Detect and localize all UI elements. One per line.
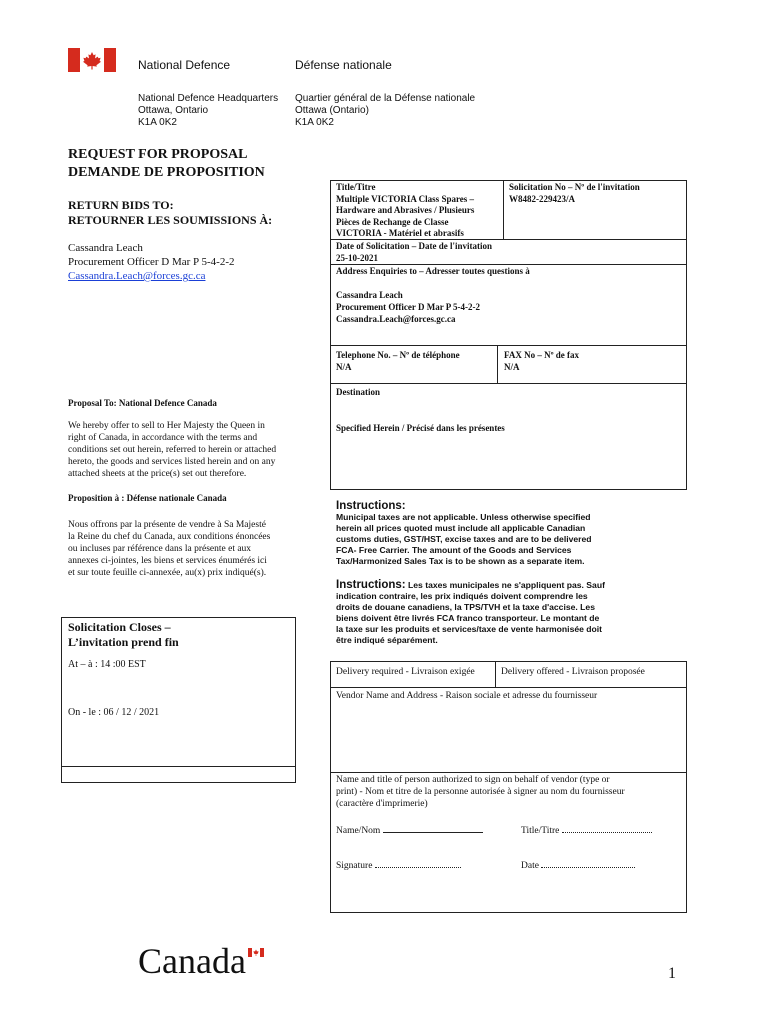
fax-value: N/A <box>504 362 520 372</box>
hq-en-line: K1A 0K2 <box>138 117 177 128</box>
instructions-fr-first-line <box>336 580 605 591</box>
offer-en-line: We hereby offer to sell to Her Majesty the Queen in <box>68 421 265 431</box>
telephone-field <box>336 349 460 373</box>
instructions-en-line: herein all prices quoted must include all applicable Canadian <box>336 523 586 533</box>
date-value: 25-10-2021 <box>336 252 378 263</box>
offer-en-line: right of Canada, in accordance with the terms and <box>68 433 258 443</box>
date-input[interactable] <box>541 857 635 868</box>
return-contact <box>68 241 234 283</box>
address-enquiries-label: Address Enquiries to – Adresser toutes questions à <box>336 266 530 276</box>
offer-text-fr <box>68 519 270 579</box>
delivery-required-label: Delivery required - Livraison exigée <box>336 667 475 677</box>
proposal-to-fr: Proposition à : Défense nationale Canada <box>68 493 227 503</box>
offer-fr-line: et sur toute feuille ci-annexée, au(x) prix indiqué(s). <box>68 568 267 578</box>
sol-no-value: W8482-229423/A <box>509 193 575 204</box>
name-line <box>336 822 483 837</box>
instructions-en-line: Tax/Harmonized Sales Tax is to be shown as a separate item. <box>336 556 585 566</box>
tel-value: N/A <box>336 362 352 372</box>
proposal-to-en: Proposal To: National Defence Canada <box>68 398 217 408</box>
contact-email-link[interactable]: Cassandra.Leach@forces.gc.ca <box>68 270 206 282</box>
offer-fr-line: ou incluses par référence dans la présente et aux <box>68 544 252 554</box>
name-label: Name/Nom <box>336 826 381 836</box>
instructions-fr-line: être indiqué séparément. <box>336 635 438 645</box>
offer-en-line: attached sheets at the price(s) set out therefore. <box>68 469 247 479</box>
signature-input[interactable] <box>375 857 461 868</box>
row-divider-dest <box>330 383 687 384</box>
solicitation-date-field <box>336 241 492 264</box>
instructions-fr-line: droits de douane canadiens, la TPS/TVH et la taxe d'accise. Les <box>336 602 595 612</box>
address-line: Cassandra Leach <box>336 290 403 300</box>
tel-label: Telephone No. – Nº de téléphone <box>336 350 460 360</box>
title-line <box>521 822 652 837</box>
offer-fr-line: annexes ci-jointes, les biens et services énumérés ici <box>68 556 267 566</box>
contact-office: Procurement Officer D Mar P 5-4-2-2 <box>68 256 235 268</box>
signature-label: Signature <box>336 861 373 871</box>
offer-en-line: conditions set out herein, referred to herein or attached <box>68 445 277 455</box>
wordmark-text: Canada <box>138 941 246 981</box>
date-sign-label: Date <box>521 861 539 871</box>
row-divider-tel <box>330 345 687 346</box>
hq-en-line: National Defence Headquarters <box>138 93 279 104</box>
instructions-fr-first: Les taxes municipales ne s'appliquent pas. Sauf <box>408 580 605 590</box>
tel-fax-divider <box>497 345 498 383</box>
row-divider-address <box>330 264 687 265</box>
auth-text-line: (caractère d'imprimerie) <box>336 799 428 809</box>
title-sign-label: Title/Titre <box>521 826 560 836</box>
closes-divider <box>61 766 296 767</box>
title-value-line: VICTORIA - Matériel et abrasifs <box>336 228 464 238</box>
instructions-fr <box>336 580 605 646</box>
title-sol-divider <box>503 180 504 239</box>
title-value-line: Pièces de Rechange de Classe <box>336 216 449 227</box>
vendor-name-address-field[interactable] <box>332 705 684 769</box>
wordmark-flag-icon <box>248 944 264 953</box>
closes-title-fr: L’invitation prend fin <box>68 635 179 649</box>
dept-name-en: National Defence <box>138 58 231 72</box>
date-label: Date of Solicitation – Date de l'invitation <box>336 241 492 251</box>
auth-text-line: print) - Nom et titre de la personne autorisée à signer au nom du fournisseur <box>336 787 625 797</box>
hq-fr-line: K1A 0K2 <box>295 117 334 128</box>
instructions-fr-line: indication contraire, les prix indiqués doivent comprendre les <box>336 591 588 601</box>
offer-text-en <box>68 420 276 480</box>
signature-line <box>336 857 461 872</box>
title-value-line: Multiple VICTORIA Class Spares – <box>336 193 475 204</box>
fax-label: FAX No – Nº de fax <box>504 350 580 360</box>
date-line <box>521 857 635 872</box>
instructions-heading-en: Instructions: <box>336 500 406 512</box>
title-en: REQUEST FOR PROPOSAL <box>68 147 248 162</box>
delivery-offered-label: Delivery offered - Livraison proposée <box>501 667 645 677</box>
instructions-text-en <box>336 512 592 567</box>
destination-value: Specified Herein / Précisé dans les présentes <box>336 423 505 433</box>
solicitation-number-field <box>509 182 640 205</box>
title-fr: DEMANDE DE PROPOSITION <box>68 165 265 180</box>
return-bids-heading <box>68 198 272 228</box>
instructions-fr-line: la taxe sur les produits et services/taxe de vente harmonisée doit <box>336 624 603 634</box>
hq-fr-line: Ottawa (Ontario) <box>295 105 369 116</box>
closing-time: At – à : 14 :00 EST <box>68 659 146 670</box>
title-field <box>336 182 474 240</box>
address-line: Procurement Officer D Mar P 5-4-2-2 <box>336 302 481 312</box>
closes-title-en: Solicitation Closes – <box>68 620 171 634</box>
instructions-heading-fr: Instructions: <box>336 579 406 591</box>
return-en: RETURN BIDS TO: <box>68 198 174 212</box>
destination-label: Destination <box>336 387 381 397</box>
instructions-fr-line: biens doivent être livrés FCA franco transporteur. Le montant de <box>336 613 600 623</box>
address-enquiries-contact <box>336 289 480 325</box>
auth-text-line: Name and title of person authorized to sign on behalf of vendor (type or <box>336 775 610 785</box>
name-input[interactable] <box>383 822 483 833</box>
hq-address-en <box>138 93 278 129</box>
address-line: Cassandra.Leach@forces.gc.ca <box>336 314 456 324</box>
vendor-name-address-label: Vendor Name and Address - Raison sociale et adresse du fournisseur <box>336 691 598 701</box>
offer-fr-line: Nous offrons par la présente de vendre à Sa Majesté <box>68 520 266 530</box>
instructions-en-line: customs duties, GST/HST, excise taxes and are to be delivered <box>336 534 592 544</box>
closing-date: On - le : 06 / 12 / 2021 <box>68 707 160 718</box>
title-value-line: Hardware and Abrasives / Plusieurs <box>336 205 475 215</box>
contact-name: Cassandra Leach <box>68 242 143 254</box>
title-input[interactable] <box>562 822 652 833</box>
closes-title <box>68 620 179 650</box>
dept-name-fr: Défense nationale <box>295 58 392 72</box>
canada-flag-icon <box>68 48 116 72</box>
document-title <box>68 146 265 182</box>
offer-fr-line: la Reine du chef du Canada, aux conditions énoncées <box>68 532 271 542</box>
return-fr: RETOURNER LES SOUMISSIONS À: <box>68 213 273 227</box>
sol-no-label: Solicitation No – Nº de l'invitation <box>509 182 640 192</box>
instructions-en-line: Municipal taxes are not applicable. Unless otherwise specified <box>336 512 591 522</box>
title-label: Title/Titre <box>336 182 376 192</box>
page-number: 1 <box>668 965 676 982</box>
hq-en-line: Ottawa, Ontario <box>138 105 209 116</box>
vendor-auth-divider <box>330 772 687 773</box>
hq-fr-line: Quartier général de la Défense nationale <box>295 93 476 104</box>
fax-field <box>504 349 579 373</box>
authorized-person-text <box>336 774 625 810</box>
canada-wordmark <box>138 941 246 981</box>
hq-address-fr <box>295 93 475 129</box>
offer-en-line: hereto, the goods and services listed herein and on any <box>68 457 276 467</box>
instructions-en-line: FCA- Free Carrier. The amount of the Goods and Services <box>336 545 572 555</box>
